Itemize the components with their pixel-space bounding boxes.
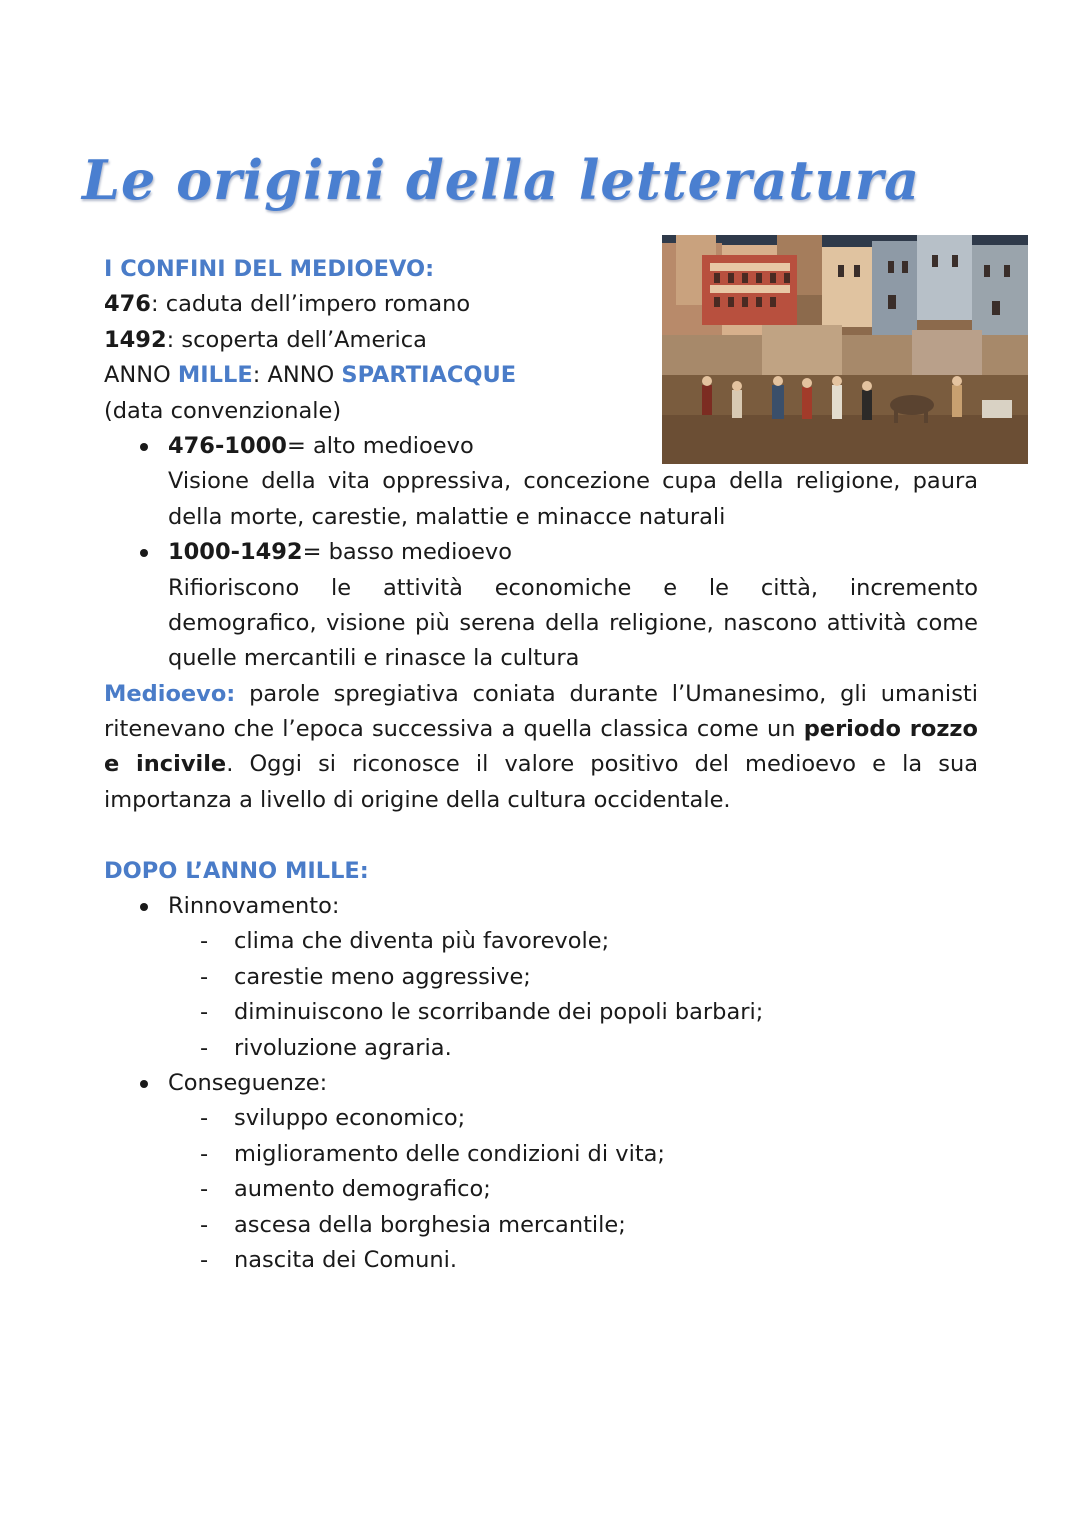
period-label: = alto medioevo xyxy=(286,432,474,459)
definition-bold: e incivile xyxy=(104,751,227,778)
list-item-alto-medioevo xyxy=(104,429,978,464)
sub-list-item xyxy=(104,1172,978,1207)
medioevo-definition-line xyxy=(104,677,978,712)
period-range: 476-1000 xyxy=(168,432,287,459)
medioevo-definition-line: importanza a livello di origine della cultura occidentale. xyxy=(104,786,731,813)
bullet-icon xyxy=(140,903,148,911)
sub-list-item xyxy=(104,1243,978,1278)
desc-line: demografico, visione più serena della religione, nascono attività come xyxy=(168,609,978,636)
desc-line: Visione della vita oppressiva, concezione cupa della religione, paura xyxy=(168,468,978,495)
anno-mille-text: ANNO xyxy=(104,362,178,389)
sub-list-item xyxy=(104,960,978,995)
list-item-rinnovamento xyxy=(104,889,978,924)
sub-item-text: ascesa della borghesia mercantile; xyxy=(234,1211,626,1238)
group-label: Conseguenze: xyxy=(168,1069,328,1096)
sub-item-text: sviluppo economico; xyxy=(234,1105,466,1132)
date-text: : scoperta dell’America xyxy=(166,326,427,353)
definition-text: . Oggi si riconosce il valore positivo del medioevo e la sua xyxy=(226,751,978,778)
group-label: Rinnovamento: xyxy=(168,893,340,920)
mille-highlight: MILLE xyxy=(177,362,253,389)
date-text: : caduta dell’impero romano xyxy=(150,291,471,318)
dash-icon: - xyxy=(200,1034,209,1061)
desc-line: della morte, carestie, malattie e minacce naturali xyxy=(168,503,726,530)
desc-line: Rifioriscono le attività economiche e le città, incremento xyxy=(168,574,978,601)
bullet-icon xyxy=(140,549,148,557)
period-label: = basso medioevo xyxy=(302,539,513,566)
section-heading-dopo-mille: DOPO L’ANNO MILLE: xyxy=(104,857,369,884)
dash-icon: - xyxy=(200,1140,209,1167)
dash-icon: - xyxy=(200,1246,209,1273)
bullet-icon xyxy=(140,1080,148,1088)
date-year: 476 xyxy=(104,291,151,318)
bullet-icon xyxy=(140,443,148,451)
list-item-basso-medioevo xyxy=(104,535,978,570)
sub-item-text: rivoluzione agraria. xyxy=(234,1034,452,1061)
sub-item-text: carestie meno aggressive; xyxy=(234,963,531,990)
dash-icon: - xyxy=(200,928,209,955)
definition-text: parole spregiativa coniata durante l’Umanesimo, gli umanisti xyxy=(249,680,978,707)
dash-icon: - xyxy=(200,1211,209,1238)
section-heading-confini: I CONFINI DEL MEDIOEVO: xyxy=(104,256,435,282)
sub-item-text: nascita dei Comuni. xyxy=(234,1246,458,1273)
desc-line: quelle mercantili e rinasce la cultura xyxy=(168,645,580,672)
dash-icon: - xyxy=(200,1105,209,1132)
date-year: 1492 xyxy=(104,326,167,353)
page-title: Le origini della letteratura xyxy=(82,148,921,212)
sub-item-text: clima che diventa più favorevole; xyxy=(234,928,610,955)
anno-mille-text: : ANNO xyxy=(252,362,342,389)
medioevo-definition-line xyxy=(104,747,978,782)
date-line-1492 xyxy=(104,323,978,358)
sub-item-text: miglioramento delle condizioni di vita; xyxy=(234,1140,666,1167)
list-item-conseguenze xyxy=(104,1066,978,1101)
definition-bold: periodo rozzo xyxy=(803,716,978,743)
dash-icon: - xyxy=(200,1176,209,1203)
date-line-476 xyxy=(104,287,978,322)
sub-list-item xyxy=(104,1137,978,1172)
period-range: 1000-1492 xyxy=(168,539,303,566)
sub-list-item xyxy=(104,1101,978,1136)
sub-list-item xyxy=(104,1031,978,1066)
period-description xyxy=(104,464,978,535)
definition-text: ritenevano che l’epoca successiva a quella classica come un xyxy=(104,716,804,743)
dash-icon: - xyxy=(200,999,209,1026)
anno-mille-line xyxy=(104,358,978,393)
sub-list-item xyxy=(104,995,978,1030)
medioevo-definition-line xyxy=(104,712,978,747)
convenzionale-line: (data convenzionale) xyxy=(104,397,342,424)
document-body xyxy=(104,252,978,1278)
sub-list-item xyxy=(104,1208,978,1243)
medioevo-term: Medioevo: xyxy=(104,680,236,707)
sub-item-text: diminuiscono le scorribande dei popoli barbari; xyxy=(234,999,764,1026)
spartiacque-highlight: SPARTIACQUE xyxy=(341,362,517,389)
period-description xyxy=(104,571,978,677)
sub-item-text: aumento demografico; xyxy=(234,1176,491,1203)
dash-icon: - xyxy=(200,963,209,990)
sub-list-item xyxy=(104,924,978,959)
